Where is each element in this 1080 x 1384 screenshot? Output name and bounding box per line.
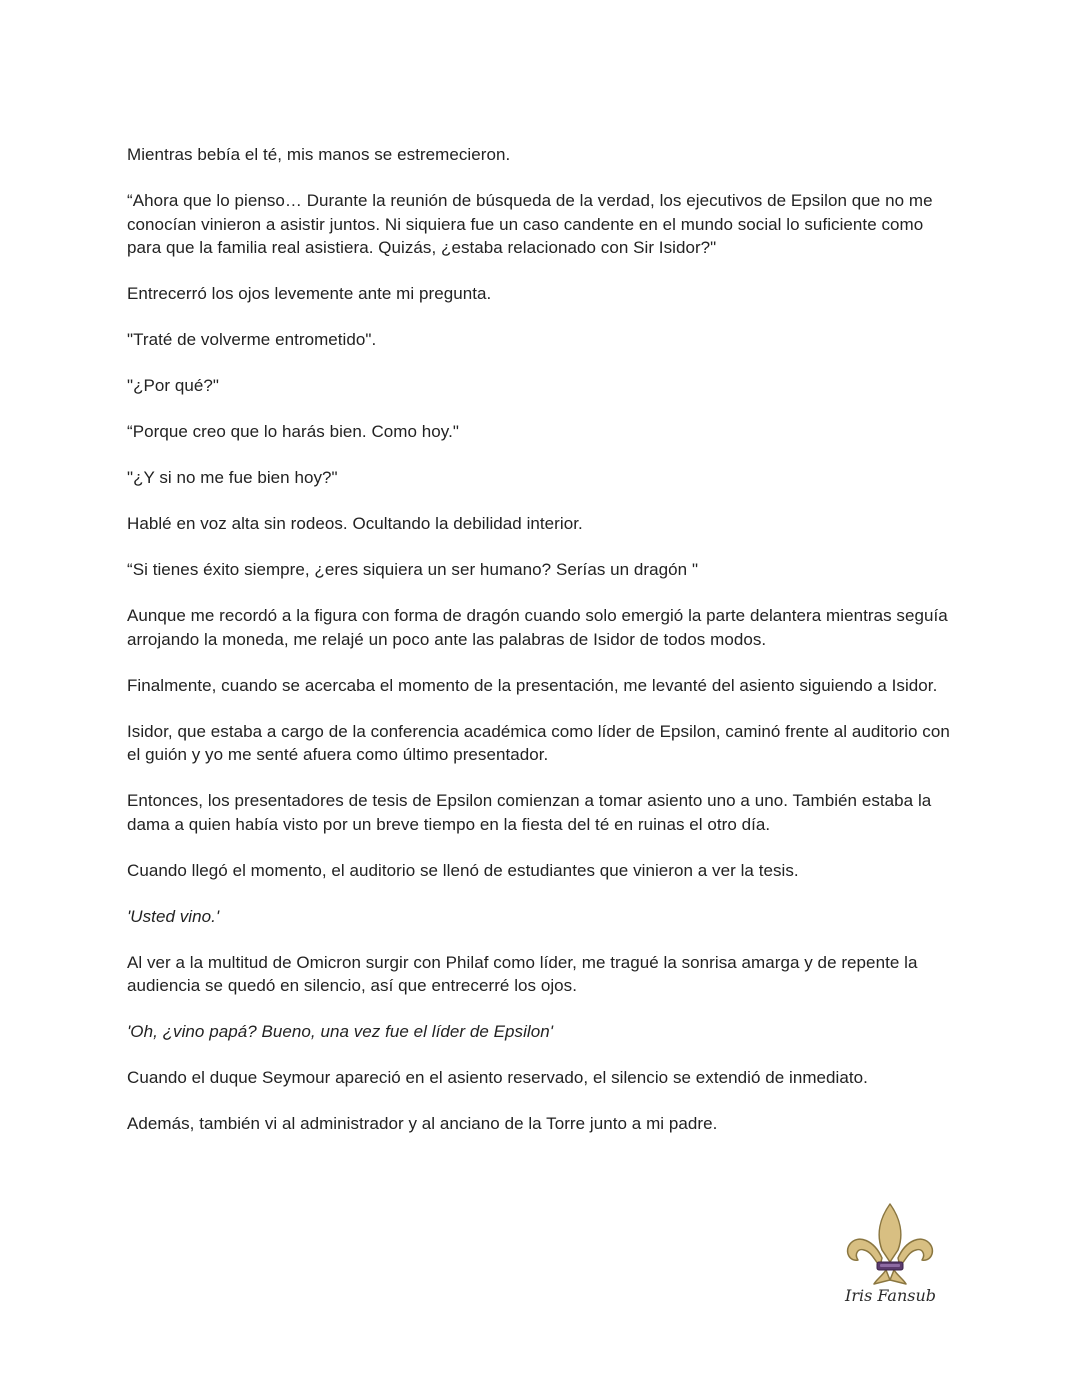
paragraph: “Porque creo que lo harás bien. Como hoy." [127, 422, 459, 441]
fleur-de-lis-icon [844, 1200, 936, 1286]
paragraph: Isidor, que estaba a cargo de la conferencia académica como líder de Epsilon, caminó frente al auditorio con el guión y yo me senté afuera como último presentador. [127, 721, 950, 764]
paragraph: Entrecerró los ojos levemente ante mi pregunta. [127, 284, 492, 303]
paragraph: “Si tienes éxito siempre, ¿eres siquiera un ser humano? Serías un dragón " [127, 560, 699, 579]
paragraph: Finalmente, cuando se acercaba el momento de la presentación, me levanté del asiento siguiendo a Isidor. [127, 675, 938, 695]
paragraph: "¿Y si no me fue bien hoy?" [127, 468, 338, 487]
logo-text: Iris Fansub [845, 1286, 936, 1305]
paragraph: "Traté de volverme entrometido". [127, 330, 377, 349]
iris-fansub-logo [838, 1200, 943, 1312]
paragraph: “Ahora que lo pienso… Durante la reunión de búsqueda de la verdad, los ejecutivos de Epsilon que no me conocían vinieron a asistir juntos. Ni siquiera fue un caso candente en el mundo social lo suficiente como para que la familia real asistiera. Quizás, ¿estaba relacionado con Sir Isidor?" [127, 191, 933, 257]
paragraph: Al ver a la multitud de Omicron surgir con Philaf como líder, me tragué la sonrisa amarga y de repente la audiencia se quedó en silencio, así que entrecerré los ojos. [127, 952, 918, 995]
paragraph: Además, también vi al administrador y al anciano de la Torre junto a mi padre. [127, 1114, 718, 1133]
paragraph-italic: 'Usted vino.' [127, 906, 220, 926]
paragraph-italic: 'Oh, ¿vino papá? Bueno, una vez fue el líder de Epsilon' [127, 1022, 554, 1041]
paragraph: Entonces, los presentadores de tesis de Epsilon comienzan a tomar asiento uno a uno. También estaba la dama a quien había visto por un breve tiempo en la fiesta del té en ruinas el otro día. [127, 791, 932, 834]
paragraph: Cuando llegó el momento, el auditorio se llenó de estudiantes que vinieron a ver la tesis. [127, 860, 799, 880]
paragraph: Cuando el duque Seymour apareció en el asiento reservado, el silencio se extendió de inmediato. [127, 1068, 868, 1087]
paragraph: Aunque me recordó a la figura con forma de dragón cuando solo emergió la parte delantera mientras seguía arrojando la moneda, me relajé un poco ante las palabras de Isidor de todos modos. [127, 606, 948, 649]
paragraph: Hablé en voz alta sin rodeos. Ocultando la debilidad interior. [127, 514, 583, 533]
paragraph: Mientras bebía el té, mis manos se estremecieron. [127, 145, 511, 164]
document-body [127, 143, 957, 1158]
paragraph: "¿Por qué?" [127, 376, 219, 395]
